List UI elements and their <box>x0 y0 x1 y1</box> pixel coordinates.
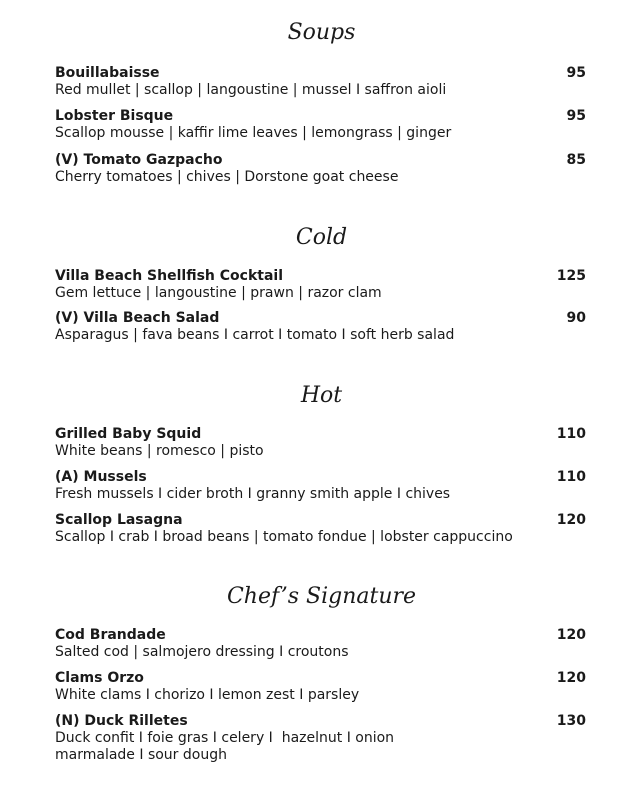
item-name: Cod Brandade <box>55 627 166 643</box>
item-description: White beans | romesco | pisto <box>55 443 264 459</box>
item-name: (V) Tomato Gazpacho <box>55 152 223 168</box>
item-description: Scallop mousse | kaffir lime leaves | lemongrass | ginger <box>55 125 452 141</box>
item-name: (N) Duck Rilletes <box>55 713 188 729</box>
item-price: 120 <box>556 512 586 528</box>
menu-item <box>55 469 588 503</box>
section-title-hot: Hot <box>300 383 343 408</box>
item-name: Lobster Bisque <box>55 108 174 124</box>
menu-item <box>55 65 588 99</box>
item-name: Clams Orzo <box>55 670 144 686</box>
menu-item <box>55 670 588 704</box>
menu-item <box>55 512 588 546</box>
item-description: Fresh mussels I cider broth I granny smith apple I chives <box>55 486 451 502</box>
item-name: Scallop Lasagna <box>55 512 183 528</box>
item-price: 90 <box>566 310 586 326</box>
item-name: Grilled Baby Squid <box>55 426 202 442</box>
item-name: (A) Mussels <box>55 469 147 485</box>
item-price: 125 <box>556 268 586 284</box>
item-price: 95 <box>566 108 586 124</box>
item-description: Gem lettuce | langoustine | prawn | razor clam <box>55 285 382 301</box>
item-description: Duck confit I foie gras I celery I hazelnut I onion marmalade I sour dough <box>55 730 395 763</box>
item-price: 120 <box>556 670 586 686</box>
item-description: Asparagus | fava beans I carrot I tomato I soft herb salad <box>55 327 455 343</box>
item-price: 110 <box>556 469 586 485</box>
item-price: 130 <box>556 713 586 729</box>
item-price: 85 <box>566 152 586 168</box>
menu-item <box>55 426 588 460</box>
menu-item <box>55 152 588 186</box>
item-name: (V) Villa Beach Salad <box>55 310 220 326</box>
section-title-chefs-signature: Chef’s Signature <box>226 584 417 609</box>
item-price: 120 <box>556 627 586 643</box>
section-title-soups: Soups <box>287 20 356 45</box>
item-description: Cherry tomatoes | chives | Dorstone goat cheese <box>55 169 399 185</box>
menu-item <box>55 268 588 302</box>
item-description: Scallop I crab I broad beans | tomato fondue | lobster cappuccino <box>55 529 513 545</box>
menu-item <box>55 310 588 344</box>
item-price: 95 <box>566 65 586 81</box>
menu-item <box>55 713 588 764</box>
item-name: Villa Beach Shellfish Cocktail <box>55 268 283 284</box>
item-price: 110 <box>556 426 586 442</box>
item-description: Red mullet | scallop | langoustine | mussel I saffron aioli <box>55 82 447 98</box>
section-title-cold: Cold <box>295 225 348 250</box>
menu-item <box>55 627 588 661</box>
item-name: Bouillabaisse <box>55 65 160 81</box>
item-description: Salted cod | salmojero dressing I croutons <box>55 644 349 660</box>
menu-item <box>55 108 588 142</box>
item-description: White clams I chorizo I lemon zest I parsley <box>55 687 360 703</box>
